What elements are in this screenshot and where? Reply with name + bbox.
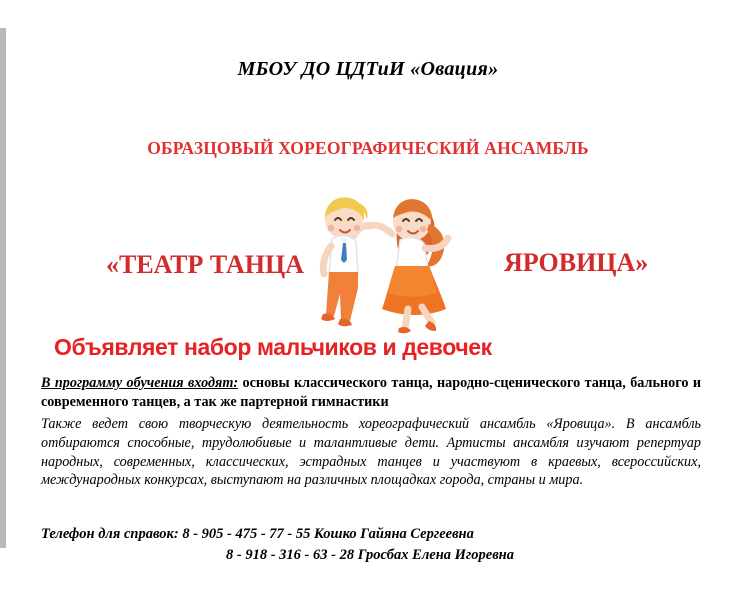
program-lead-label: В программу обучения входят: — [41, 375, 239, 391]
poster-page — [14, 0, 722, 600]
program-paragraph — [41, 374, 701, 412]
organization-title: МБОУ ДО ЦДТиИ «Овация» — [237, 58, 499, 80]
dancing-children-illustration — [296, 176, 466, 341]
program-body — [41, 374, 701, 490]
phone-number-1: 8 - 905 - 475 - 77 - 55 Кошко Гайяна Сергеевна — [178, 526, 474, 542]
announcement-heading: Объявляет набор мальчиков и девочек — [54, 334, 492, 360]
contact-line-2: 8 - 918 - 316 - 63 - 28 Гросбах Елена Игоревна — [226, 547, 514, 564]
program-subjects: основы классического танца, народно-сценического танца, бального и современного танцев, а так же партерной гимнастики — [41, 375, 701, 410]
ensemble-name-right: ЯРОВИЦА» — [504, 248, 649, 277]
phone-label: Телефон для справок: — [41, 526, 179, 542]
page-left-edge-bar — [0, 28, 6, 548]
ensemble-type-heading: ОБРАЗЦОВЫЙ ХОРЕОГРАФИЧЕСКИЙ АНСАМБЛЬ — [147, 138, 589, 158]
contact-block — [41, 524, 701, 566]
ensemble-name-left: «ТЕАТР ТАНЦА — [106, 250, 304, 279]
about-paragraph: Также ведет свою творческую деятельность хореографический ансамбль «Яровица». В ансамбль отбираются способные, трудолюбивые и талантливые дети. Артисты ансамбля изучают репертуар народных, современных, классических, эстрадных танцев и участвуют в краевых, всероссийских, международных конкурсах, выступают на различных площадках города, страны и мира. — [41, 415, 701, 489]
contact-line-1 — [41, 524, 701, 545]
